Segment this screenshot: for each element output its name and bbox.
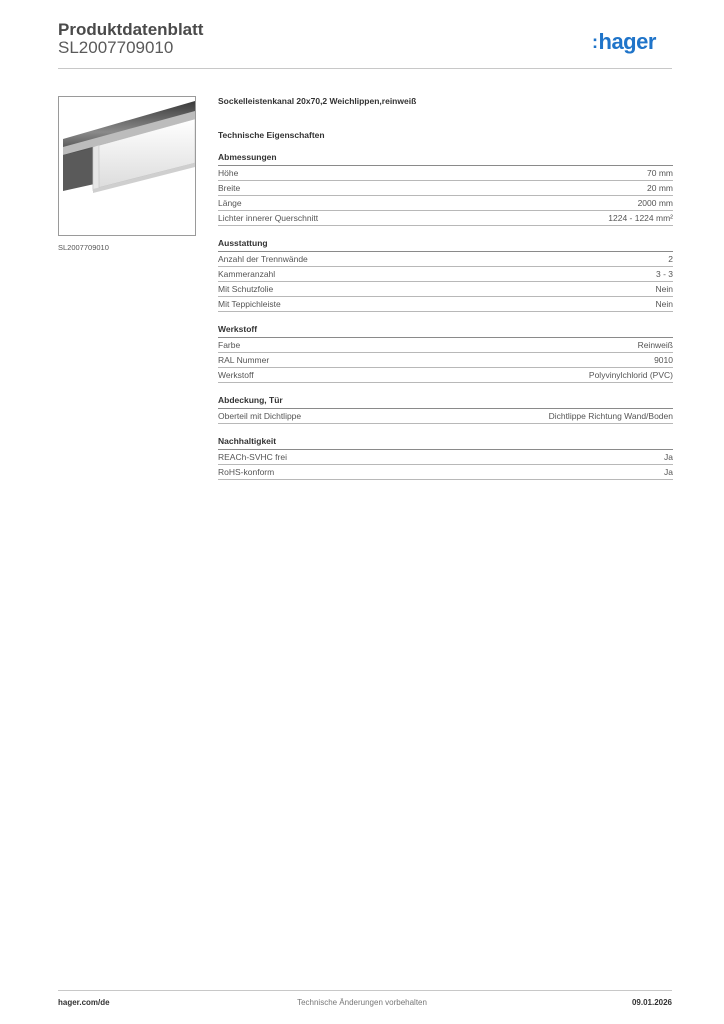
row-value: 2000 mm [637,198,673,208]
hager-logo [592,29,656,55]
table-row [218,211,673,226]
product-title: Sockelleistenkanal 20x70,2 Weichlippen,reinweiß [218,96,417,106]
table-row [218,450,673,465]
group-title: Abdeckung, Tür [218,395,673,409]
skirting-duct-illustration [59,97,195,235]
row-value: 3 - 3 [655,269,673,279]
header-divider [58,68,672,69]
row-value: Dichtlippe Richtung Wand/Boden [548,411,673,421]
row-label: Länge [218,198,242,208]
table-row [218,338,673,353]
article-number: SL2007709010 [58,38,174,57]
footer-disclaimer: Technische Änderungen vorbehalten [297,998,427,1007]
row-label: RoHS-konform [218,467,275,477]
footer-divider [58,990,672,991]
table-row [218,353,673,368]
group-title: Abmessungen [218,152,673,166]
logo-dots: : [592,32,598,52]
table-row [218,252,673,267]
section-heading: Technische Eigenschaften [218,130,325,140]
group-title: Werkstoff [218,324,673,338]
group-title: Ausstattung [218,238,673,252]
group-werkstoff [218,324,673,383]
product-details [218,96,673,480]
row-value: 1224 - 1224 mm² [608,213,673,223]
row-label: Höhe [218,168,239,178]
table-row [218,409,673,424]
row-label: Farbe [218,340,241,350]
table-row [218,196,673,211]
row-value: 9010 [654,355,673,365]
row-label: Kammeranzahl [218,269,276,279]
logo-text: hager [598,29,656,54]
group-abmessungen [218,152,673,226]
row-label: REACh-SVHC frei [218,452,287,462]
row-label: Werkstoff [218,370,254,380]
table-row [218,166,673,181]
row-value: Nein [655,299,673,309]
table-row [218,465,673,480]
row-label: Mit Schutzfolie [218,284,274,294]
row-value: Polyvinylchlorid (PVC) [588,370,673,380]
product-image-caption: SL2007709010 [58,243,109,252]
row-label: Oberteil mit Dichtlippe [218,411,302,421]
group-ausstattung [218,238,673,312]
row-label: RAL Nummer [218,355,270,365]
table-row [218,282,673,297]
table-row [218,368,673,383]
row-value: 2 [668,254,673,264]
footer-date: 09.01.2026 [631,998,672,1007]
product-image [58,96,196,236]
table-row [218,297,673,312]
row-label: Mit Teppichleiste [218,299,281,309]
row-value: Ja [664,452,673,462]
group-abdeckung [218,395,673,424]
row-value: 20 mm [647,183,673,193]
page-title: Produktdatenblatt [58,20,204,39]
group-title: Nachhaltigkeit [218,436,673,450]
row-value: 70 mm [647,168,673,178]
table-row [218,267,673,282]
row-label: Lichter innerer Querschnitt [218,213,319,223]
row-value: Reinweiß [637,340,673,350]
footer-website-link[interactable]: hager.com/de [58,998,110,1007]
group-nachhaltigkeit [218,436,673,480]
table-row [218,181,673,196]
row-value: Nein [655,284,673,294]
row-value: Ja [664,467,673,477]
row-label: Anzahl der Trennwände [218,254,308,264]
row-label: Breite [218,183,241,193]
